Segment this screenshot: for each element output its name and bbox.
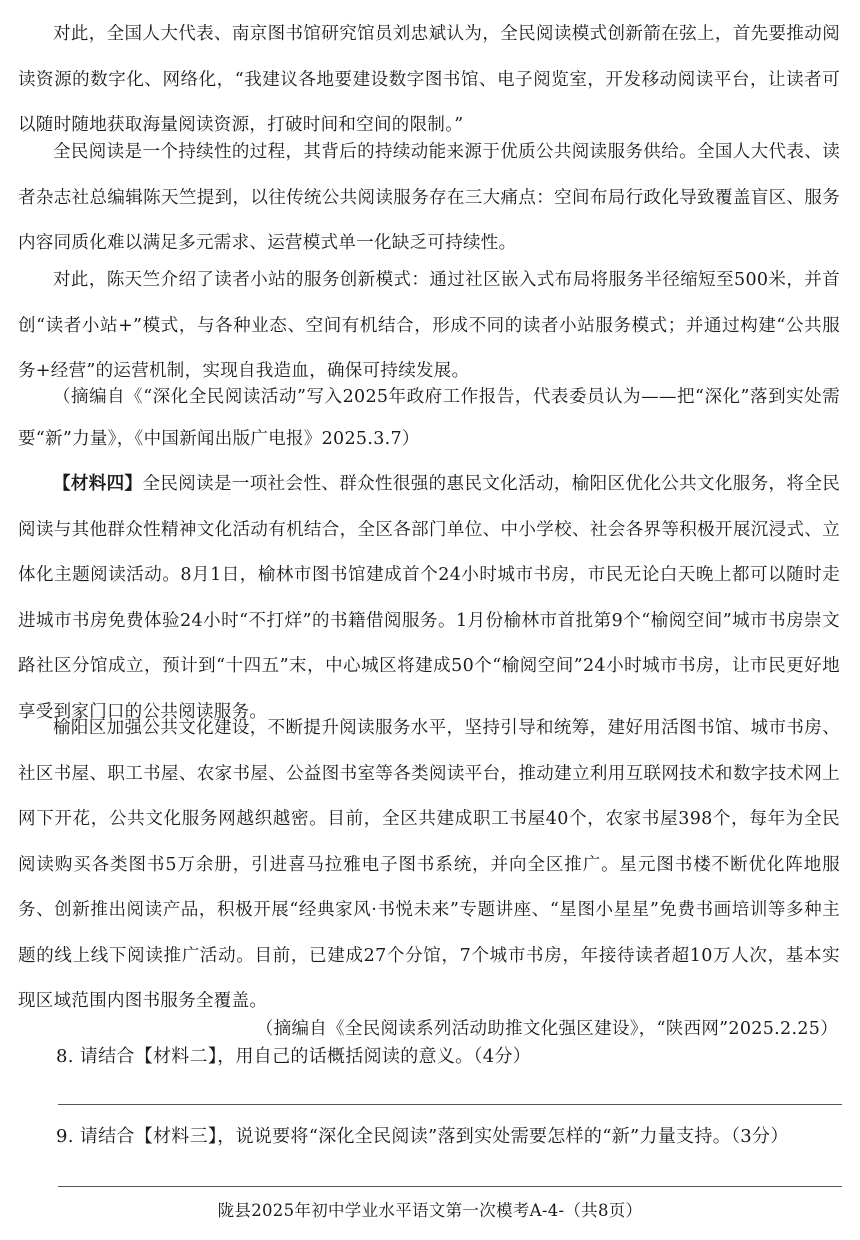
- question-9: 9. 请结合【材料三】，说说要将“深化全民阅读”落到实处需要怎样的“新”力量支持。（3分）: [56, 1126, 789, 1147]
- paragraph-liu-zhongbin: 对此，全国人大代表、南京图书馆研究馆员刘忠斌认为，全民阅读模式创新箭在弦上，首先要推动阅读资源的数字化、网络化，“我建议各地要建设数字图书馆、电子阅览室，开发移动阅读平台，让读者可以随时随地获取海量阅读资源，打破时间和空间的限制。”: [18, 24, 840, 135]
- paragraph-material-4: [18, 462, 840, 735]
- paragraph-continuous-reading: 全民阅读是一个持续性的过程，其背后的持续动能来源于优质公共阅读服务供给。全国人大代表、读者杂志社总编辑陈天竺提到，以往传统公共阅读服务存在三大痛点：空间布局行政化导致覆盖盲区、服务内容同质化难以满足多元需求、运营模式单一化缺乏可持续性。: [18, 142, 840, 253]
- question-8: 8. 请结合【材料二】，用自己的话概括阅读的意义。（4分）: [56, 1046, 532, 1067]
- material-4-text: 全民阅读是一项社会性、群众性很强的惠民文化活动，榆阳区优化公共文化服务，将全民阅读与其他群众性精神文化活动有机结合，全区各部门单位、中小学校、社会各界等积极开展沉浸式、立体化主题阅读活动。8月1日，榆林市图书馆建成首个24小时城市书房，市民无论白天晚上都可以随时走进城市书房免费体验24小时“不打烊”的书籍借阅服务。1月份榆林市首批第9个“榆阅空间”城市书房崇文路社区分馆成立，预计到“十四五”末，中心城区将建成50个“榆阅空间”24小时城市书房，让市民更好地享受到家门口的公共阅读服务。: [18, 474, 841, 722]
- source-citation-material-3: （摘编自《“深化全民阅读活动”写入2025年政府工作报告，代表委员认为——把“深化”落到实处需要“新”力量》，《中国新闻出版广电报》2025.3.7）: [18, 387, 840, 449]
- answer-line-question-8[interactable]: [58, 1104, 842, 1105]
- paragraph-yuyang-culture: 榆阳区加强公共文化建设，不断提升阅读服务水平，坚持引导和统筹，建好用活图书馆、城市书房、社区书屋、职工书屋、农家书屋、公益图书室等各类阅读平台，推动建立利用互联网技术和数字技术网上网下开花，公共文化服务网越织越密。目前，全区共建成职工书屋40个，农家书屋398个，每年为全民阅读购买各类图书5万余册，引进喜马拉雅电子图书系统，并向全区推广。星元图书楼不断优化阵地服务、创新推出阅读产品，积极开展“经典家风·书悦未来”专题讲座、“星图小星星”免费书画培训等多种主题的线上线下阅读推广活动。目前，已建成27个分馆，7个城市书房，年接待读者超10万人次，基本实现区域范围内图书服务全覆盖。: [18, 718, 840, 1011]
- answer-line-question-9[interactable]: [58, 1186, 842, 1187]
- paragraph-reader-station: 对此，陈天竺介绍了读者小站的服务创新模式：通过社区嵌入式布局将服务半径缩短至500米，并首创“读者小站+”模式，与各种业态、空间有机结合，形成不同的读者小站服务模式；并通过构建“公共服务+经营”的运营机制，实现自我造血，确保可持续发展。: [18, 270, 840, 381]
- source-citation-material-4: （摘编自《全民阅读系列活动助推文化强区建设》，“陕西网”2025.2.25）: [255, 1019, 838, 1039]
- page-footer: 陇县2025年初中学业水平语文第一次模考A-4-（共8页）: [217, 1201, 643, 1220]
- material-4-label: 【材料四】: [53, 474, 143, 494]
